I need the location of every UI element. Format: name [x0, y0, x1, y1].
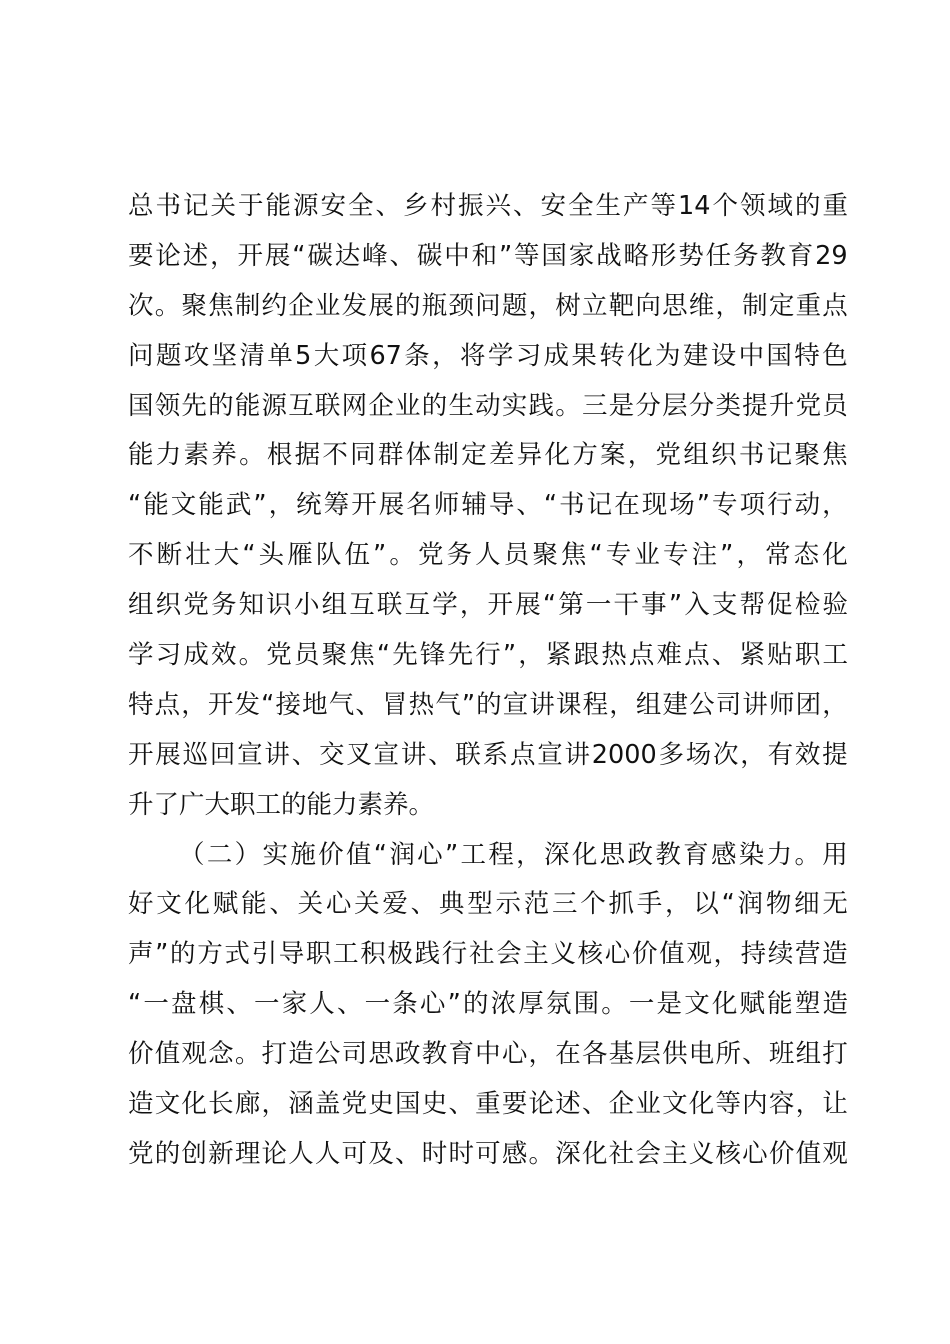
text-line: 声 ” 的 方 式 引 导 职 工 积 极 践 行 社 会 主 义 核 心 价 值 观 ， 持 续 营 造	[128, 939, 848, 970]
section-heading-line: （ 二 ） 实 施 价 值 “ 润 心 ” 工 程 ， 深 化 思 政 教 育 感 染 力 。 用	[179, 839, 848, 870]
text-line: 升了广大职工的能力素养。	[128, 789, 435, 820]
text-line: 党 的 创 新 理 论 人 人 可 及 、 时 时 可 感 。 深 化 社 会 主 义 核 心 价 值 观	[128, 1138, 848, 1169]
text-line: 不 断 壮 大 “ 头 雁 队 伍 ” 。 党 务 人 员 聚 焦 “ 专 业 专 注 ” ， 常 态 化	[128, 540, 848, 571]
text-line: 好 文 化 赋 能 、 关 心 关 爱 、 典 型 示 范 三 个 抓 手 ， 以 “ 润 物 细 无	[128, 889, 848, 920]
text-line: 组 织 党 务 知 识 小 组 互 联 互 学 ， 开 展 “ 第 一 干 事 ” 入 支 帮 促 检 验	[128, 590, 848, 621]
text-line: 价 值 观 念 。 打 造 公 司 思 政 教 育 中 心 ， 在 各 基 层 供 电 所 、 班 组 打	[128, 1039, 848, 1070]
text-line: 要 论 述 ， 开 展 “ 碳 达 峰 、 碳 中 和 ” 等 国 家 战 略 形 势 任 务 教 育 29	[128, 240, 848, 271]
text-line: “ 能 文 能 武 ” ， 统 筹 开 展 名 师 辅 导 、 “ 书 记 在 现 场 ” 专 项 行 动 ，	[128, 490, 848, 521]
text-line: 特 点 ， 开 发 “ 接 地 气 、 冒 热 气 ” 的 宣 讲 课 程 ， 组 建 公 司 讲 师 团 ，	[128, 689, 848, 720]
text-line: 总 书 记 关 于 能 源 安 全 、 乡 村 振 兴 、 安 全 生 产 等 14 个 领 域 的 重	[128, 191, 848, 221]
text-line: 国 领 先 的 能 源 互 联 网 企 业 的 生 动 实 践 。 三 是 分 层 分 类 提 升 党 员	[128, 390, 848, 421]
body-text	[128, 182, 848, 1180]
text-line: 开 展 巡 回 宣 讲 、 交 叉 宣 讲 、 联 系 点 宣 讲 2000 多 场 次 ， 有 效 提	[128, 739, 848, 770]
text-line: “ 一 盘 棋 、 一 家 人 、 一 条 心 ” 的 浓 厚 氛 围 。 一 是 文 化 赋 能 塑 造	[128, 989, 848, 1020]
text-line: 问 题 攻 坚 清 单 5 大 项 67 条 ， 将 学 习 成 果 转 化 为 建 设 中 国 特 色	[128, 340, 848, 371]
text-line: 造 文 化 长 廊 ， 涵 盖 党 史 国 史 、 重 要 论 述 、 企 业 文 化 等 内 容 ， 让	[128, 1089, 848, 1120]
text-line: 学 习 成 效 。 党 员 聚 焦 “ 先 锋 先 行 ” ， 紧 跟 热 点 难 点 、 紧 贴 职 工	[128, 640, 848, 671]
text-line: 能 力 素 养 。 根 据 不 同 群 体 制 定 差 异 化 方 案 ， 党 组 织 书 记 聚 焦	[128, 440, 848, 471]
text-line: 次 。 聚 焦 制 约 企 业 发 展 的 瓶 颈 问 题 ， 树 立 靶 向 思 维 ， 制 定 重 点	[128, 290, 848, 321]
